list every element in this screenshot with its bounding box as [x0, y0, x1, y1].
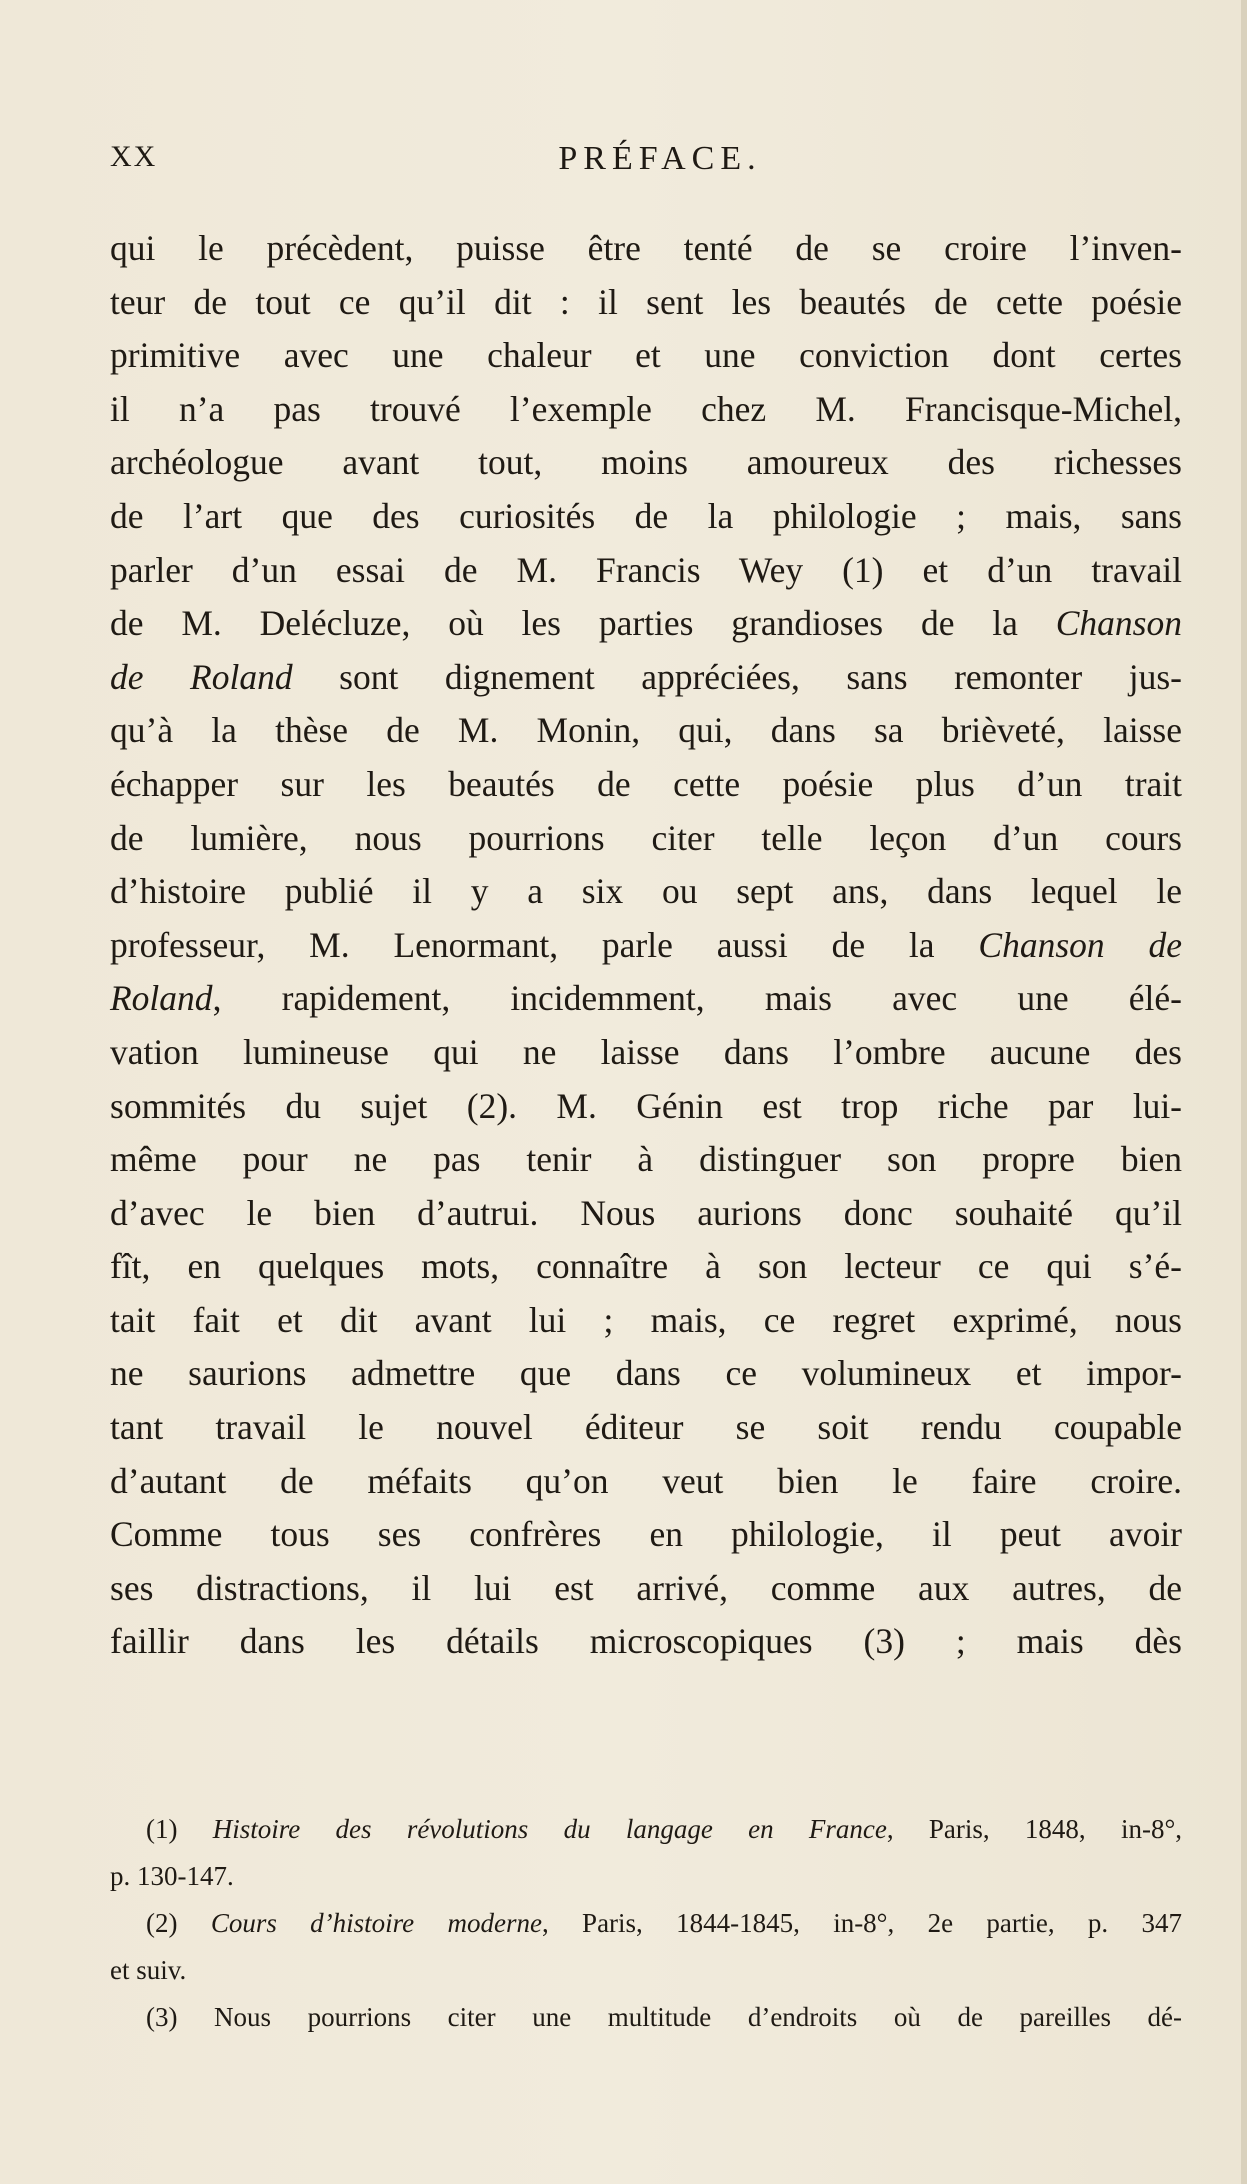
italic-title: de Roland — [110, 656, 293, 697]
page-number: XX — [110, 140, 158, 173]
text-line: échapper sur les beautés de cette poésie plus d’un trait — [110, 763, 1182, 804]
text-line — [110, 972, 1182, 1026]
footnote-title: Histoire des révolutions du langage en France — [212, 1814, 887, 1844]
footnote-2-cont: et suiv. — [110, 1955, 187, 1985]
running-title: PRÉFACE. — [558, 140, 762, 177]
footnote-1 — [110, 1806, 1182, 1853]
text-line: même pour ne pas tenir à distinguer son propre bien — [110, 1139, 1182, 1180]
text-line: faillir dans les détails microscopiques (3) ; mais dès — [110, 1621, 1182, 1662]
text-line: tait fait et dit avant lui ; mais, ce regret exprimé, nous — [110, 1299, 1182, 1340]
text-segment: sont dignement appréciées, sans remonter jus- — [292, 656, 1182, 697]
text-line: de l’art que des curiosités de la philologie ; mais, sans — [110, 495, 1182, 536]
text-line: parler d’un essai de M. Francis Wey (1) et d’un travail — [110, 549, 1182, 590]
footnote-mark: (1) — [146, 1814, 213, 1844]
text-line: d’avec le bien d’autrui. Nous aurions donc souhaité qu’il — [110, 1192, 1182, 1233]
footnote-title: Cours d’histoire moderne — [210, 1908, 542, 1938]
footnote-text: , Paris, 1844-1845, in-8°, 2e partie, p. 347 — [541, 1908, 1182, 1938]
text-line: vation lumineuse qui ne laisse dans l’ombre aucune des — [110, 1031, 1182, 1072]
text-line: tant travail le nouvel éditeur se soit rendu coupable — [110, 1407, 1182, 1448]
text-line: Comme tous ses confrères en philologie, il peut avoir — [110, 1514, 1182, 1555]
body-text — [110, 222, 1182, 1669]
footnote-2 — [110, 1900, 1182, 1947]
text-line: qu’à la thèse de M. Monin, qui, dans sa brièveté, laisse — [110, 710, 1182, 751]
page-edge — [1241, 0, 1247, 2184]
text-line — [110, 597, 1182, 651]
footnotes — [110, 1806, 1182, 2041]
footnote-1-cont: p. 130-147. — [110, 1861, 234, 1891]
italic-title: Roland — [110, 978, 213, 1019]
text-segment: de M. Delécluze, où les parties grandioses de la — [110, 603, 1056, 644]
text-line: archéologue avant tout, moins amoureux des richesses — [110, 442, 1182, 483]
text-line: primitive avec une chaleur et une conviction dont certes — [110, 335, 1182, 376]
text-segment: professeur, M. Lenormant, parle aussi de la — [110, 924, 979, 965]
italic-title: Chanson de — [978, 924, 1183, 965]
text-line — [110, 651, 1182, 705]
text-line: ne saurions admettre que dans ce volumineux et impor- — [110, 1353, 1182, 1394]
italic-title: Chanson — [1055, 603, 1182, 644]
text-line: de lumière, nous pourrions citer telle leçon d’un cours — [110, 817, 1182, 858]
text-line: d’histoire publié il y a six ou sept ans, dans lequel le — [110, 871, 1182, 912]
text-segment: , rapidement, incidemment, mais avec une élé- — [212, 978, 1182, 1019]
footnote-mark: (2) — [146, 1908, 211, 1938]
text-line: fît, en quelques mots, connaître à son lecteur ce qui s’é- — [110, 1246, 1182, 1287]
text-line: sommités du sujet (2). M. Génin est trop riche par lui- — [110, 1085, 1182, 1126]
text-line: qui le précèdent, puisse être tenté de se croire l’inven- — [110, 228, 1182, 268]
page-header — [110, 140, 1180, 190]
text-line: ses distractions, il lui est arrivé, comme aux autres, de — [110, 1567, 1182, 1608]
text-line: teur de tout ce qu’il dit : il sent les beautés de cette poésie — [110, 281, 1182, 322]
footnote-text: , Paris, 1848, in-8°, — [886, 1814, 1182, 1844]
text-line — [110, 919, 1182, 973]
text-line: d’autant de méfaits qu’on veut bien le faire croire. — [110, 1460, 1182, 1501]
text-line: il n’a pas trouvé l’exemple chez M. Francisque-Michel, — [110, 388, 1182, 429]
footnote-3: (3) Nous pourrions citer une multitude d’endroits où de pareilles dé- — [146, 2002, 1182, 2032]
